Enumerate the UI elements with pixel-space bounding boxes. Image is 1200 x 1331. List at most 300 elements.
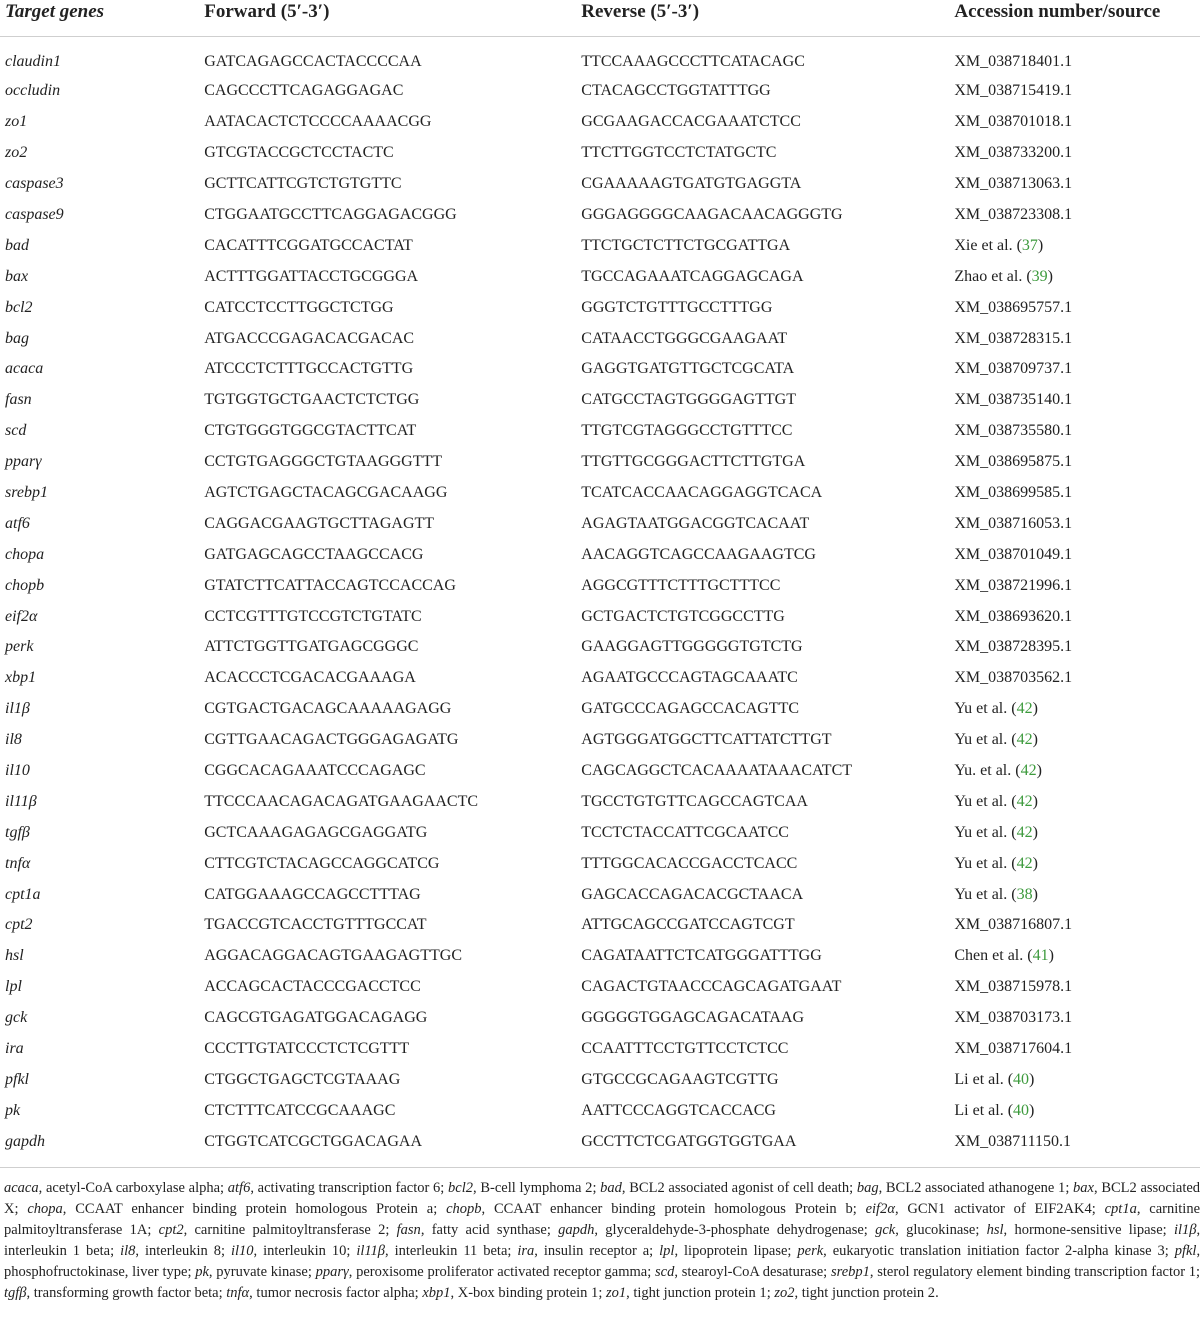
accession-source-text: Chen et al. ( xyxy=(954,947,1033,965)
reverse-primer-cell: CGAAAAAGTGATGTGAGGTA xyxy=(581,175,802,193)
abbreviation-definition: tight junction protein 1 xyxy=(633,1285,767,1301)
gene-name-cell: eif2α xyxy=(5,607,38,625)
abbreviation-definition: activating transcription factor 6 xyxy=(257,1180,441,1196)
forward-primer-cell: CGTTGAACAGACTGGGAGAGATG xyxy=(204,731,459,749)
accession-source-text: Xie et al. ( xyxy=(954,236,1022,254)
forward-primer-cell: CTTCGTCTACAGCCAGGCATCG xyxy=(204,854,440,872)
abbreviation-definition: insulin receptor a xyxy=(543,1243,650,1259)
abbreviation-term: bcl2 xyxy=(448,1180,473,1196)
abbreviation-definition: tumor necrosis factor alpha xyxy=(256,1285,415,1301)
table-row xyxy=(0,663,1200,694)
table-row xyxy=(0,385,1200,416)
reverse-primer-cell: CAGACTGTAACCCAGCAGATGAAT xyxy=(581,978,842,996)
forward-primer-cell: ATCCCTCTTTGCCACTGTTG xyxy=(204,360,414,378)
abbreviation-term: chopa xyxy=(27,1201,63,1217)
table-row xyxy=(0,478,1200,509)
gene-name-cell: bad xyxy=(5,236,29,254)
forward-primer-cell: AGGACAGGACAGTGAAGAGTTGC xyxy=(204,947,462,965)
accession-source-text: XM_038703562.1 xyxy=(954,669,1073,687)
abbreviation-term: zo1 xyxy=(605,1285,627,1301)
accession-source-text: XM_038728395.1 xyxy=(954,638,1073,656)
reference-link[interactable]: 40 xyxy=(1013,1070,1030,1088)
table-row xyxy=(0,76,1200,107)
abbreviation-definition: hormone-sensitive lipase xyxy=(1014,1222,1163,1238)
reference-link[interactable]: 42 xyxy=(1016,854,1033,872)
abbreviation-term: bax xyxy=(1073,1180,1094,1196)
accession-source-text: XM_038723308.1 xyxy=(954,206,1073,223)
accession-source-text: XM_038693620.1 xyxy=(954,607,1073,625)
abbreviation-definition: CCAAT enhancer binding protein homologous Protein b xyxy=(493,1201,853,1217)
forward-primer-cell: CTGTGGGTGGCGTACTTCAT xyxy=(204,422,417,440)
abbreviations-footnote: acaca, acetyl-CoA carboxylase alpha; atf6, activating transcription factor 6; bcl2, B-cell lymphoma 2; bad, BCL2 associated agonist of cell death; bag, BCL2 associated athanogene 1; bax, BCL2 associated X; chopa, CCAAT enhancer binding protein homologous Protein a; chopb, CCAAT enhancer binding protein homologous Protein b; eif2α, GCN1 activator of EIF2AK4; cpt1a, carnitine palmitoyltransferase 1A; cpt2, carnitine palmitoyltransferase 2; fasn, fatty acid synthase; gapdh, glyceraldehyde-3-phosphate dehydrogenase; gck, glucokinase; hsl, hormone-sensitive lipase; il1β, interleukin 1 beta; il8, interleukin 8; il10, interleukin 10; il11β, interleukin 11 beta; ira, insulin receptor a; lpl, lipoprotein lipase; perk, eukaryotic translation initiation factor 2-alpha kinase 3; pfkl, phosphofructokinase, liver type; pk, pyruvate kinase; pparγ, peroxisome proliferator activated receptor gamma; scd, stearoyl-CoA desaturase; srebp1, sterol regulatory element binding transcription factor 1; tgfβ, transforming growth factor beta; tnfα, tumor necrosis factor alpha; xbp1, X-box binding protein 1; zo1, tight junction protein 1; zo2, tight junction protein 2. xyxy=(4,1180,1200,1301)
reverse-primer-cell: TGCCAGAAATCAGGAGCAGA xyxy=(581,267,804,285)
reverse-primer-cell: AGGCGTTTCTTTGCTTTCC xyxy=(581,576,781,594)
forward-primer-cell: CGTGACTGACAGCAAAAAGAGG xyxy=(204,700,452,718)
accession-source-cell: Chen et al. (41) xyxy=(954,947,1054,965)
accession-source-cell xyxy=(949,138,1200,169)
gene-name-cell: cpt2 xyxy=(5,916,33,934)
abbreviation-term: pfkl xyxy=(1174,1243,1197,1259)
gene-name-cell: il8 xyxy=(5,731,22,749)
accession-source-text: XM_038735580.1 xyxy=(954,422,1073,440)
gene-name-cell: bax xyxy=(5,267,29,285)
abbreviation-definition: peroxisome proliferator activated receptor gamma xyxy=(356,1264,648,1280)
accession-source-cell xyxy=(949,972,1200,1003)
accession-source-cell: Yu et al. (42) xyxy=(954,731,1038,749)
accession-source-cell: Li et al. (40) xyxy=(954,1101,1035,1119)
forward-primer-cell: CAGCGTGAGATGGACAGAGG xyxy=(204,1009,428,1027)
gene-name-cell: claudin1 xyxy=(5,52,61,70)
gene-name-cell: ira xyxy=(5,1040,24,1058)
abbreviation-definition: pyruvate kinase xyxy=(216,1264,308,1280)
accession-source-text: XM_038699585.1 xyxy=(954,484,1073,502)
reverse-primer-cell: TTCCAAAGCCCTTCATACAGC xyxy=(581,52,805,70)
abbreviation-definition: B-cell lymphoma 2 xyxy=(480,1180,593,1196)
accession-source-text: Zhao et al. ( xyxy=(954,267,1032,285)
table-row xyxy=(0,1003,1200,1034)
table-row xyxy=(0,817,1200,848)
table-row xyxy=(0,1065,1200,1096)
reverse-primer-cell: TTCTTGGTCCTCTATGCTC xyxy=(581,144,777,162)
forward-primer-cell: AGTCTGAGCTACAGCGACAAGG xyxy=(204,484,448,502)
gene-name-cell: bag xyxy=(5,329,29,347)
accession-source-cell xyxy=(949,76,1200,107)
accession-source-cell xyxy=(949,416,1200,447)
reverse-primer-cell: CTACAGCCTGGTATTTGG xyxy=(581,82,771,100)
forward-primer-cell: TGTGGTGCTGAACTCTCTGG xyxy=(204,391,420,409)
abbreviation-definition: interleukin 1 beta xyxy=(4,1243,111,1259)
accession-source-cell xyxy=(949,539,1200,570)
table-row xyxy=(0,786,1200,817)
reverse-primer-cell: TTGTTGCGGGACTTCTTGTGA xyxy=(581,453,806,471)
accession-source-cell xyxy=(949,37,1200,77)
gene-name-cell: chopa xyxy=(5,545,45,563)
reverse-primer-cell: AGTGGGATGGCTTCATTATCTTGT xyxy=(581,731,832,749)
abbreviation-definition: interleukin 11 beta xyxy=(394,1243,508,1259)
accession-source-text: Yu et al. ( xyxy=(954,792,1017,810)
table-row xyxy=(0,539,1200,570)
table-row xyxy=(0,1034,1200,1065)
abbreviation-term: perk xyxy=(797,1243,824,1259)
gene-name-cell: occludin xyxy=(5,82,61,100)
gene-name-cell: il10 xyxy=(5,762,30,780)
abbreviation-definition: carnitine palmitoyltransferase 2 xyxy=(194,1222,386,1238)
forward-primer-cell: CTCTTTCATCCGCAAAGC xyxy=(204,1101,396,1119)
accession-source-text: XM_038703173.1 xyxy=(954,1009,1073,1027)
abbreviation-term: srebp1 xyxy=(830,1264,870,1280)
abbreviation-definition: tight junction protein 2 xyxy=(801,1285,936,1301)
accession-source-text: XM_038735140.1 xyxy=(954,391,1073,409)
header-reverse: Reverse (5′-3′) xyxy=(581,1,700,22)
accession-source-cell xyxy=(949,385,1200,416)
table-row xyxy=(0,941,1200,972)
reverse-primer-cell: GAAGGAGTTGGGGGTGTCTG xyxy=(581,638,803,656)
reverse-primer-cell: GGGTCTGTTTGCCTTTGG xyxy=(581,298,773,316)
reverse-primer-cell: TCCTCTACCATTCGCAATCC xyxy=(581,823,789,841)
reverse-primer-cell: AGAATGCCCAGTAGCAAATC xyxy=(581,669,798,687)
gene-name-cell: gapdh xyxy=(5,1132,45,1150)
table-body xyxy=(0,37,1200,1168)
accession-source-text: XM_038701018.1 xyxy=(954,113,1073,131)
forward-primer-cell: TGACCGTCACCTGTTTGCCAT xyxy=(204,916,427,934)
accession-source-text: XM_038716807.1 xyxy=(954,916,1073,934)
reference-link[interactable]: 42 xyxy=(1020,762,1037,780)
table-row xyxy=(0,323,1200,354)
table-row xyxy=(0,354,1200,385)
reverse-primer-cell: CCAATTTCCTGTTCCTCTCC xyxy=(581,1040,789,1058)
forward-primer-cell: ATTCTGGTTGATGAGCGGGC xyxy=(204,638,419,656)
abbreviation-definition: CCAAT enhancer binding protein homologous Protein a xyxy=(75,1201,434,1217)
reverse-primer-cell: GATGCCCAGAGCCACAGTTC xyxy=(581,700,800,718)
table-row xyxy=(0,910,1200,941)
accession-source-cell: Yu et al. (42) xyxy=(954,792,1038,810)
forward-primer-cell: CGGCACAGAAATCCCAGAGC xyxy=(204,762,426,780)
gene-name-cell: cpt1a xyxy=(5,885,41,903)
abbreviation-term: ira xyxy=(517,1243,535,1259)
forward-primer-cell: ACACCCTCGACACGAAAGA xyxy=(204,669,416,687)
reverse-primer-cell: CATAACCTGGGCGAAGAAT xyxy=(581,329,788,347)
abbreviation-definition: lipoprotein lipase xyxy=(684,1243,788,1259)
abbreviation-definition: BCL2 associated agonist of cell death xyxy=(629,1180,850,1196)
gene-name-cell: fasn xyxy=(5,391,32,409)
accession-source-text: Yu et al. ( xyxy=(954,885,1017,903)
header-row xyxy=(0,0,1200,37)
reverse-primer-cell: GAGCACCAGACACGCTAACA xyxy=(581,885,804,903)
abbreviation-term: chopb xyxy=(446,1201,482,1217)
reference-link[interactable]: 42 xyxy=(1016,823,1033,841)
gene-name-cell: hsl xyxy=(5,947,24,965)
accession-source-cell: Yu et al. (42) xyxy=(954,854,1038,872)
abbreviation-term: fasn xyxy=(396,1222,421,1238)
abbreviation-definition: X-box binding protein 1 xyxy=(457,1285,599,1301)
gene-name-cell: pk xyxy=(5,1101,21,1119)
forward-primer-cell: GTATCTTCATTACCAGTCCACCAG xyxy=(204,576,456,594)
accession-source-cell xyxy=(949,478,1200,509)
abbreviation-term: cpt1a xyxy=(1104,1201,1137,1217)
accession-source-text: Yu et al. ( xyxy=(954,731,1017,749)
accession-source-cell: Xie et al. (37) xyxy=(954,236,1044,254)
table-header xyxy=(0,0,1200,37)
abbreviation-term: atf6 xyxy=(227,1180,251,1196)
abbreviation-definition: BCL2 associated athanogene 1 xyxy=(885,1180,1066,1196)
accession-source-cell: Zhao et al. (39) xyxy=(954,267,1053,285)
table-row xyxy=(0,107,1200,138)
abbreviation-definition: BCL2 associated X xyxy=(4,1180,1200,1217)
table-row xyxy=(0,447,1200,478)
forward-primer-cell: ATGACCCGAGACACGACAC xyxy=(204,329,415,347)
accession-source-cell xyxy=(949,292,1200,323)
accession-source-cell: Yu et al. (42) xyxy=(954,823,1038,841)
abbreviation-term: bag xyxy=(856,1180,879,1196)
accession-source-cell: Li et al. (40) xyxy=(954,1070,1035,1088)
accession-source-cell xyxy=(949,570,1200,601)
reverse-primer-cell: GTGCCGCAGAAGTCGTTG xyxy=(581,1070,779,1088)
table-row xyxy=(0,261,1200,292)
forward-primer-cell: CCTCGTTTGTCCGTCTGTATC xyxy=(204,607,422,625)
gene-name-cell: il11β xyxy=(5,792,37,810)
table-row xyxy=(0,972,1200,1003)
abbreviation-term: pparγ xyxy=(315,1264,349,1280)
accession-source-cell xyxy=(949,323,1200,354)
forward-primer-cell: CTGGCTGAGCTCGTAAAG xyxy=(204,1070,401,1088)
reference-link[interactable]: 41 xyxy=(1032,947,1049,965)
accession-source-cell xyxy=(949,601,1200,632)
accession-source-text: XM_038701049.1 xyxy=(954,545,1073,563)
accession-source-text: XM_038713063.1 xyxy=(954,175,1073,193)
accession-source-text: XM_038715978.1 xyxy=(954,978,1073,996)
accession-source-text: XM_038728315.1 xyxy=(954,329,1073,347)
header-accession-source: Accession number/source xyxy=(954,1,1161,22)
accession-source-text: Yu et al. ( xyxy=(954,700,1017,718)
table-row xyxy=(0,632,1200,663)
accession-source-cell xyxy=(949,632,1200,663)
table-row xyxy=(0,570,1200,601)
reverse-primer-cell: GCCTTCTCGATGGTGGTGAA xyxy=(581,1132,797,1150)
accession-source-cell xyxy=(949,1034,1200,1065)
reverse-primer-cell: TTTGGCACACCGACCTCACC xyxy=(581,854,798,872)
gene-name-cell: caspase9 xyxy=(5,206,64,223)
reference-link[interactable]: 40 xyxy=(1013,1101,1030,1119)
abbreviation-definition: sterol regulatory element binding transcription factor 1 xyxy=(877,1264,1197,1280)
reverse-primer-cell: TTGTCGTAGGGCCTGTTTCC xyxy=(581,422,793,440)
abbreviation-definition: fatty acid synthase xyxy=(431,1222,547,1238)
abbreviation-term: xbp1 xyxy=(422,1285,451,1301)
gene-name-cell: chopb xyxy=(5,576,45,594)
forward-primer-cell: CTGGTCATCGCTGGACAGAA xyxy=(204,1132,423,1150)
forward-primer-cell: CAGCCCTTCAGAGGAGAC xyxy=(204,82,404,100)
table-row xyxy=(0,1095,1200,1126)
reverse-primer-cell: TGCCTGTGTTCAGCCAGTCAA xyxy=(581,792,808,810)
table-row xyxy=(0,848,1200,879)
accession-source-text: XM_038733200.1 xyxy=(954,144,1073,162)
abbreviation-term: cpt2 xyxy=(158,1222,184,1238)
abbreviation-definition: acetyl-CoA carboxylase alpha xyxy=(45,1180,221,1196)
reverse-primer-cell: CAGATAATTCTCATGGGATTTGG xyxy=(581,947,822,965)
reverse-primer-cell: GGGGGTGGAGCAGACATAAG xyxy=(581,1009,804,1027)
abbreviation-definition: transforming growth factor beta xyxy=(33,1285,219,1301)
abbreviation-term: gapdh xyxy=(558,1222,595,1238)
accession-source-cell xyxy=(949,354,1200,385)
reverse-primer-cell: CAGCAGGCTCACAAAATAAACATCT xyxy=(581,762,853,780)
gene-name-cell: srebp1 xyxy=(5,484,48,502)
gene-name-cell: acaca xyxy=(5,360,44,378)
forward-primer-cell: CCTGTGAGGGCTGTAAGGGTTT xyxy=(204,453,443,471)
forward-primer-cell: CATGGAAAGCCAGCCTTTAG xyxy=(204,885,421,903)
abbreviation-term: il8 xyxy=(120,1243,136,1259)
reverse-primer-cell: ATTGCAGCCGATCCAGTCGT xyxy=(581,916,795,934)
gene-name-cell: tgfβ xyxy=(5,823,30,841)
gene-name-cell: pfkl xyxy=(5,1070,29,1088)
accession-source-cell xyxy=(949,1003,1200,1034)
accession-source-text: XM_038718401.1 xyxy=(954,52,1073,70)
accession-source-text: XM_038717604.1 xyxy=(954,1040,1073,1058)
accession-source-cell: Yu et al. (38) xyxy=(954,885,1038,903)
forward-primer-cell: GATGAGCAGCCTAAGCCACG xyxy=(204,545,424,563)
abbreviation-term: tnfα xyxy=(226,1285,250,1301)
accession-source-text: XM_038695875.1 xyxy=(954,453,1073,471)
accession-source-text: Yu. et al. ( xyxy=(954,762,1021,780)
abbreviation-term: eif2α xyxy=(865,1201,895,1217)
forward-primer-cell: GTCGTACCGCTCCTACTC xyxy=(204,144,394,162)
forward-primer-cell: CCCTTGTATCCCTCTCGTTT xyxy=(204,1040,410,1058)
gene-name-cell: gck xyxy=(5,1009,28,1027)
abbreviation-definition: GCN1 activator of EIF2AK4 xyxy=(907,1201,1092,1217)
gene-name-cell: il1β xyxy=(5,700,30,718)
accession-source-cell xyxy=(949,169,1200,200)
accession-source-text: XM_038715419.1 xyxy=(954,82,1073,100)
accession-source-cell xyxy=(949,447,1200,478)
abbreviation-term: il1β xyxy=(1173,1222,1197,1238)
table-row xyxy=(0,37,1200,77)
accession-source-text: Li et al. ( xyxy=(954,1070,1014,1088)
table-row xyxy=(0,694,1200,725)
abbreviation-term: zo2 xyxy=(774,1285,795,1301)
forward-primer-cell: GATCAGAGCCACTACCCCAA xyxy=(204,52,422,70)
gene-name-cell: bcl2 xyxy=(5,298,33,316)
abbreviation-term: il11β xyxy=(356,1243,386,1259)
gene-name-cell: zo2 xyxy=(5,144,28,162)
abbreviation-term: scd xyxy=(655,1264,675,1280)
abbreviation-definition: glucokinase xyxy=(906,1222,976,1238)
table-row xyxy=(0,138,1200,169)
reference-link[interactable]: 42 xyxy=(1016,700,1033,718)
abbreviation-term: bad xyxy=(600,1180,622,1196)
reverse-primer-cell: CATGCCTAGTGGGGAGTTGT xyxy=(581,391,796,409)
forward-primer-cell: CACATTTCGGATGCCACTAT xyxy=(204,236,413,254)
abbreviation-term: hsl xyxy=(986,1222,1004,1238)
abbreviation-definition: phosphofructokinase, liver type xyxy=(4,1264,188,1280)
abbreviation-term: gck xyxy=(875,1222,896,1238)
forward-primer-cell: CTGGAATGCCTTCAGGAGACGGG xyxy=(204,206,457,223)
table-row xyxy=(0,508,1200,539)
abbreviation-definition: eukaryotic translation initiation factor 2-alpha kinase 3 xyxy=(832,1243,1165,1259)
gene-name-cell: caspase3 xyxy=(5,175,64,193)
forward-primer-cell: GCTCAAAGAGAGCGAGGATG xyxy=(204,823,428,841)
table-row xyxy=(0,200,1200,231)
table-row xyxy=(0,756,1200,787)
accession-source-cell xyxy=(949,508,1200,539)
gene-name-cell: lpl xyxy=(5,978,22,996)
gene-name-cell: atf6 xyxy=(5,514,30,532)
abbreviation-definition: interleukin 10 xyxy=(263,1243,347,1259)
reverse-primer-cell: GCGAAGACCACGAAATCTCC xyxy=(581,113,801,131)
accession-source-text: Yu et al. ( xyxy=(954,823,1017,841)
accession-source-cell: Yu et al. (42) xyxy=(954,700,1038,718)
table-row xyxy=(0,169,1200,200)
accession-source-text: XM_038721996.1 xyxy=(954,576,1073,594)
abbreviation-term: il10 xyxy=(230,1243,254,1259)
reverse-primer-cell: GAGGTGATGTTGCTCGCATA xyxy=(581,360,795,378)
abbreviation-definition: carnitine palmitoyltransferase 1A xyxy=(4,1201,1200,1238)
accession-source-text: XM_038711150.1 xyxy=(954,1132,1071,1150)
reference-link[interactable]: 38 xyxy=(1016,885,1033,903)
table-row xyxy=(0,879,1200,910)
reference-link[interactable]: 42 xyxy=(1016,731,1033,749)
gene-name-cell: xbp1 xyxy=(5,669,37,687)
header-target-genes: Target genes xyxy=(5,1,105,22)
gene-name-cell: scd xyxy=(5,422,27,440)
table-row xyxy=(0,1126,1200,1167)
accession-source-cell xyxy=(949,107,1200,138)
reverse-primer-cell: AGAGTAATGGACGGTCACAAT xyxy=(581,514,810,532)
accession-source-cell xyxy=(949,663,1200,694)
header-forward: Forward (5′-3′) xyxy=(204,1,330,22)
gene-name-cell: perk xyxy=(5,638,34,656)
accession-source-text: XM_038709737.1 xyxy=(954,360,1073,378)
reference-link[interactable]: 42 xyxy=(1016,792,1033,810)
forward-primer-cell: ACCAGCACTACCCGACCTCC xyxy=(204,978,421,996)
gene-name-cell: pparγ xyxy=(5,453,42,471)
forward-primer-cell: CATCCTCCTTGGCTCTGG xyxy=(204,298,394,316)
abbreviation-term: acaca xyxy=(4,1180,39,1196)
gene-name-cell: tnfα xyxy=(5,854,31,872)
table-row xyxy=(0,601,1200,632)
accession-source-text: XM_038695757.1 xyxy=(954,298,1073,316)
abbreviation-term: pk xyxy=(195,1264,209,1280)
forward-primer-cell: ACTTTGGATTACCTGCGGGA xyxy=(204,267,419,285)
forward-primer-cell: AATACACTCTCCCCAAAACGG xyxy=(204,113,432,131)
reverse-primer-cell: AACAGGTCAGCCAAGAAGTCG xyxy=(581,545,816,563)
forward-primer-cell: TTCCCAACAGACAGATGAAGAACTC xyxy=(204,792,479,810)
forward-primer-cell: CAGGACGAAGTGCTTAGAGTT xyxy=(204,514,435,532)
accession-source-cell xyxy=(949,1126,1200,1167)
reverse-primer-cell: GCTGACTCTGTCGGCCTTG xyxy=(581,607,785,625)
accession-source-text: Li et al. ( xyxy=(954,1101,1014,1119)
abbreviation-definition: stearoyl-CoA desaturase xyxy=(681,1264,824,1280)
reference-link[interactable]: 39 xyxy=(1031,267,1048,285)
abbreviation-definition: interleukin 8 xyxy=(144,1243,221,1259)
abbreviation-definition: glyceraldehyde-3-phosphate dehydrogenase xyxy=(605,1222,864,1238)
table-row xyxy=(0,725,1200,756)
accession-source-text: Yu et al. ( xyxy=(954,854,1017,872)
abbreviation-term: lpl xyxy=(659,1243,675,1259)
reverse-primer-cell: TTCTGCTCTTCTGCGATTGA xyxy=(581,236,791,254)
table-row xyxy=(0,230,1200,261)
reverse-primer-cell: TCATCACCAACAGGAGGTCACA xyxy=(581,484,823,502)
reference-link[interactable]: 37 xyxy=(1021,236,1038,254)
table-row xyxy=(0,292,1200,323)
forward-primer-cell: GCTTCATTCGTCTGTGTTC xyxy=(204,175,402,193)
abbreviation-term: tgfβ xyxy=(4,1285,27,1301)
accession-source-text: XM_038716053.1 xyxy=(954,514,1073,532)
table-row xyxy=(0,416,1200,447)
accession-source-cell xyxy=(949,200,1200,231)
reverse-primer-cell: GGGAGGGGCAAGACAACAGGGTG xyxy=(581,206,843,223)
accession-source-cell: Yu. et al. (42) xyxy=(954,762,1042,780)
accession-source-cell xyxy=(949,910,1200,941)
reverse-primer-cell: AATTCCCAGGTCACCACG xyxy=(581,1101,776,1119)
gene-name-cell: zo1 xyxy=(5,113,28,131)
